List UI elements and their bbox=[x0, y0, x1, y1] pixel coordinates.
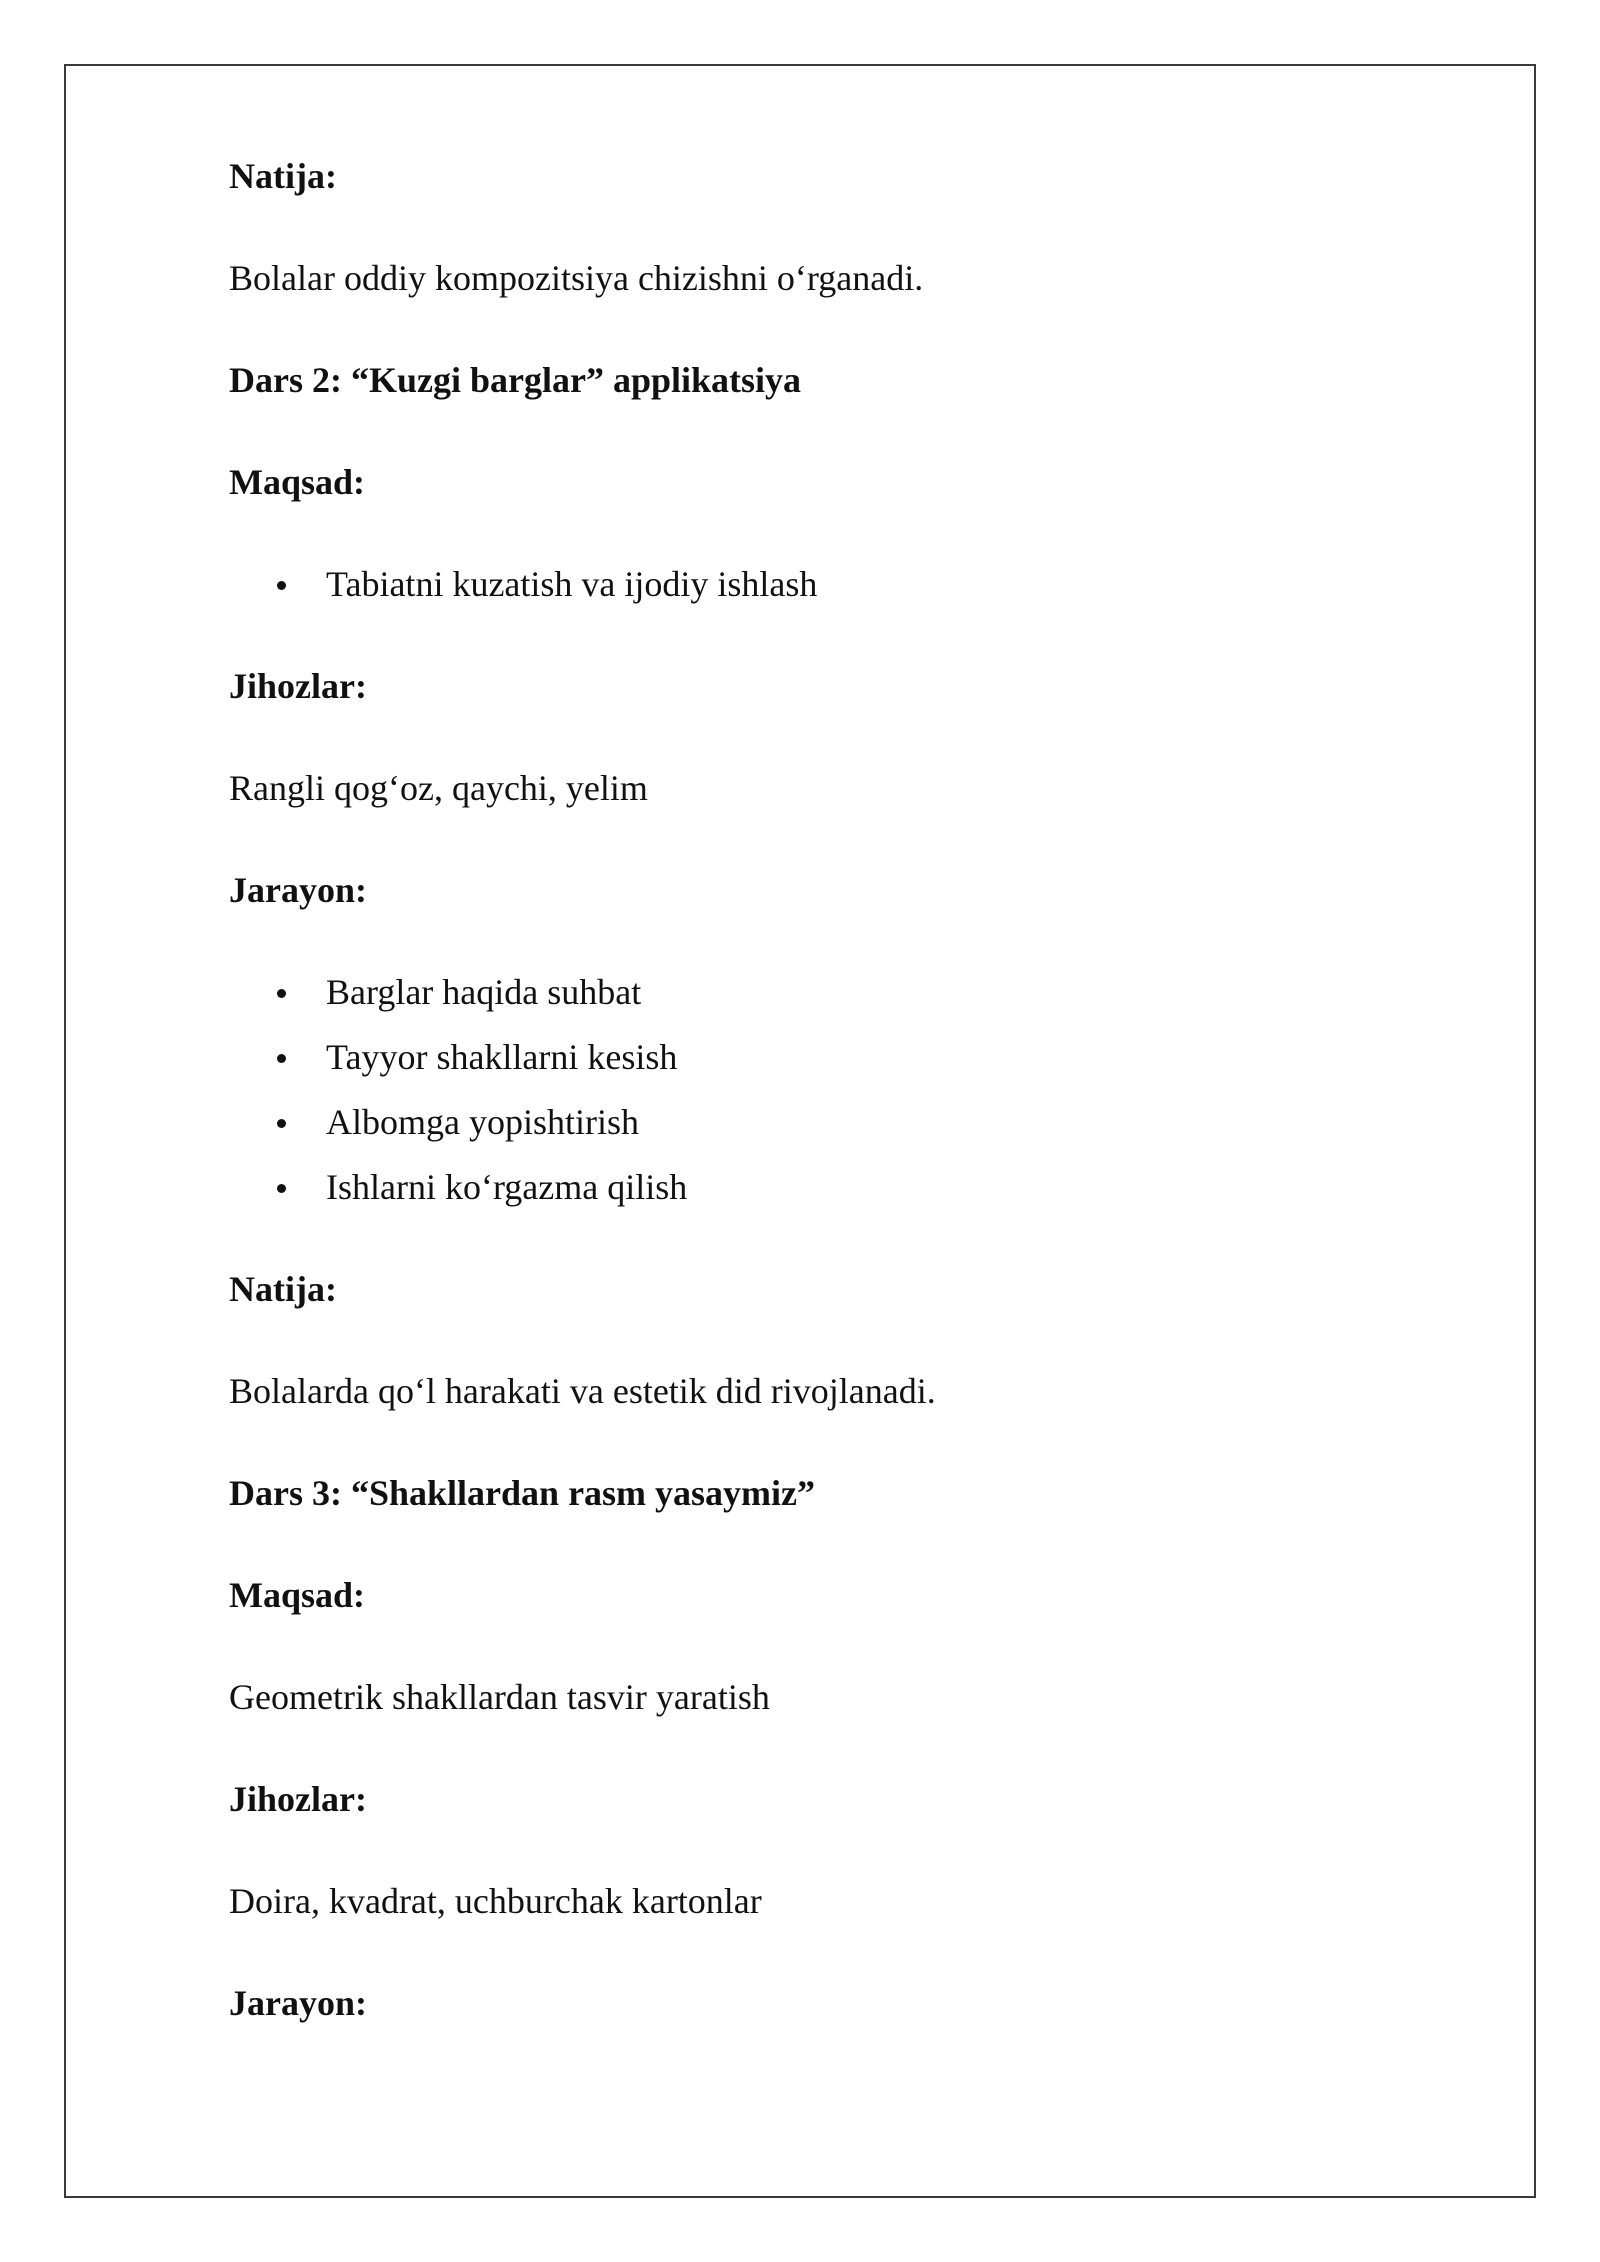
natija-label: Natija: bbox=[229, 156, 337, 196]
bullet-icon bbox=[277, 1119, 286, 1128]
jihozlar-label: Jihozlar: bbox=[229, 666, 367, 706]
maqsad-label: Maqsad: bbox=[229, 462, 366, 502]
bullet-icon bbox=[277, 581, 286, 590]
bullet-icon bbox=[277, 989, 286, 998]
list-item-text: Tabiatni kuzatish va ijodiy ishlash bbox=[326, 564, 818, 604]
maqsad-text: Geometrik shakllardan tasvir yaratish bbox=[229, 1677, 770, 1717]
jarayon-label: Jarayon: bbox=[229, 870, 367, 910]
maqsad-label: Maqsad: bbox=[229, 1575, 366, 1615]
jarayon-label: Jarayon: bbox=[229, 1983, 367, 2023]
bullet-icon bbox=[277, 1054, 286, 1063]
list-item-text: Tayyor shakllarni kesish bbox=[326, 1037, 678, 1077]
lesson-3-heading: Dars 3: “Shakllardan rasm yasaymiz” bbox=[229, 1473, 816, 1513]
list-item-text: Albomga yopishtirish bbox=[326, 1102, 639, 1142]
natija-text: Bolalar oddiy kompozitsiya chizishni o‘rganadi. bbox=[229, 258, 924, 298]
natija-label: Natija: bbox=[229, 1269, 337, 1309]
jihozlar-text: Doira, kvadrat, uchburchak kartonlar bbox=[229, 1881, 762, 1921]
list-item-text: Ishlarni ko‘rgazma qilish bbox=[326, 1167, 688, 1207]
natija-text: Bolalarda qo‘l harakati va estetik did rivojlanadi. bbox=[229, 1371, 936, 1411]
lesson-2-heading: Dars 2: “Kuzgi barglar” applikatsiya bbox=[229, 360, 802, 400]
jihozlar-text: Rangli qog‘oz, qaychi, yelim bbox=[229, 768, 648, 808]
jihozlar-label: Jihozlar: bbox=[229, 1779, 367, 1819]
list-item-text: Barglar haqida suhbat bbox=[326, 972, 642, 1012]
bullet-icon bbox=[277, 1184, 286, 1193]
